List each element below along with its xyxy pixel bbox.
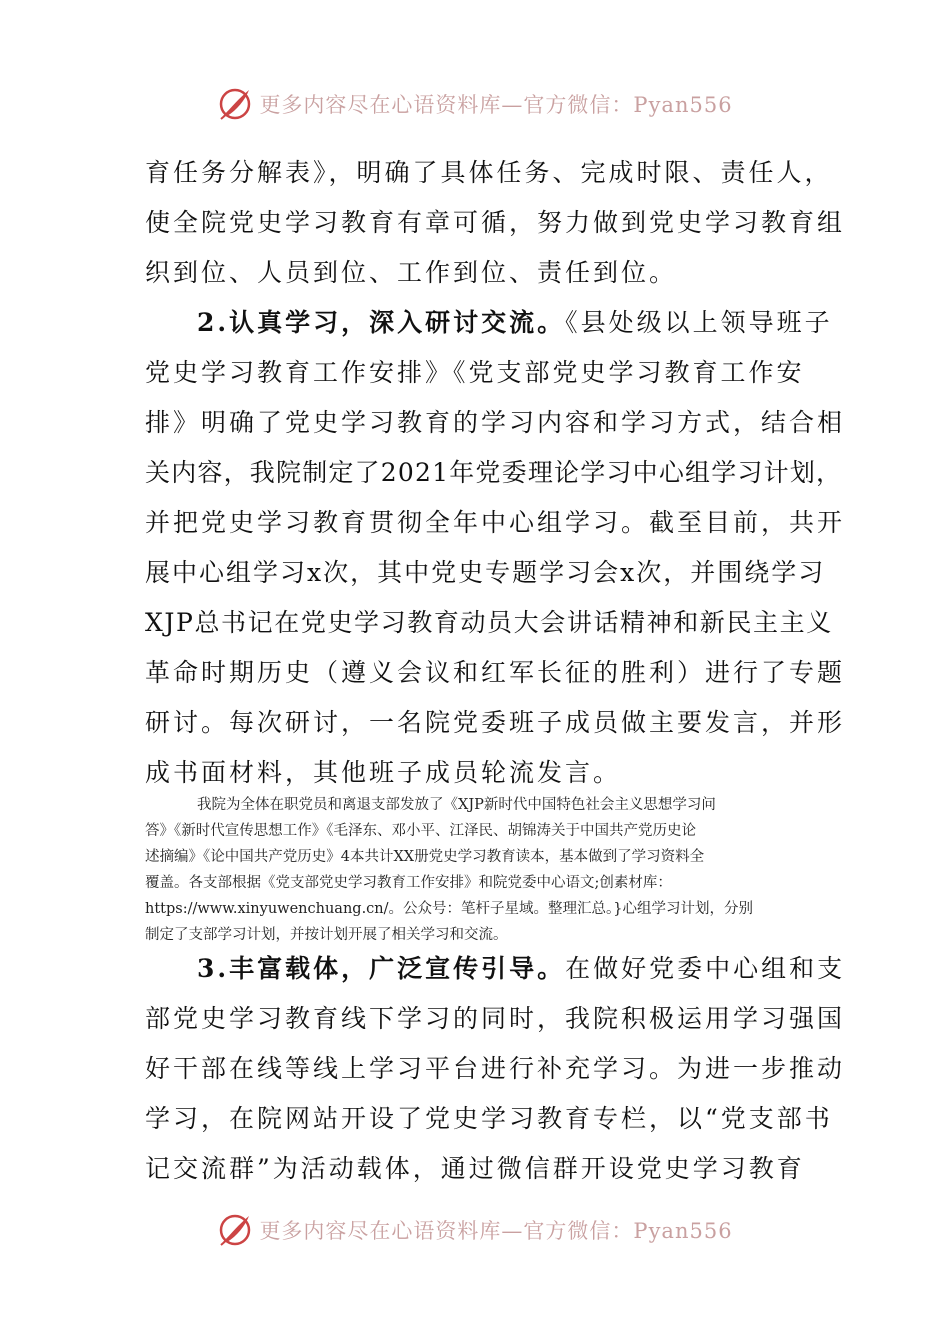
text-line: 育任务分解表》，明确了具体任务、完成时限、责任人， [145, 158, 833, 187]
small-print-block [145, 792, 825, 948]
small-text-line: 覆盖。各支部根据《党支部党史学习教育工作安排》和院党委中心语文;创素材库： [145, 875, 672, 891]
text-line: 好干部在线等线上学习平台进行补充学习。为进一步推动 [145, 1054, 846, 1083]
text-line: 成书面材料，其他班子成员轮流发言。 [145, 758, 622, 787]
section-heading-line [145, 298, 833, 348]
text-line: 革命时期历史（遵义会议和红军长征的胜利）进行了专题 [145, 658, 846, 687]
text-line: 排》明确了党史学习教育的学习内容和学习方式，结合相 [145, 408, 846, 437]
text-line: 党史学习教育工作安排》《党支部党史学习教育工作安 [145, 358, 805, 387]
quill-pen-logo-icon [217, 86, 253, 122]
text-line: 部党史学习教育线下学习的同时，我院积极运用学习强国 [145, 1004, 846, 1033]
small-text-line: 述摘编》《论中国共产党历史》4本共计XX册党史学习教育读本，基本做到了学习资料全 [145, 849, 705, 865]
watermark-text: 更多内容尽在心语资料库—官方微信：Pyan556 [259, 1219, 733, 1243]
heading-line-text: 在做好党委中心组和支 [565, 954, 846, 983]
watermark-header [0, 84, 950, 124]
small-text-line: 制定了支部学习计划，并按计划开展了相关学习和交流。 [145, 927, 508, 943]
text-line: 织到位、人员到位、工作到位、责任到位。 [145, 258, 678, 287]
text-line: 学习，在院网站开设了党史学习教育专栏，以“党支部书 [145, 1104, 833, 1133]
section-heading: 2.认真学习，深入研讨交流。 [197, 308, 566, 337]
text-line: 记交流群”为活动载体，通过微信群开设党史学习教育 [145, 1154, 805, 1183]
quill-pen-logo-icon [217, 1212, 253, 1248]
text-line: 关内容，我院制定了2021年党委理论学习中心组学习计划， [145, 458, 843, 487]
text-line: 并把党史学习教育贯彻全年中心组学习。截至目前，共开 [145, 508, 846, 537]
text-line: 研讨。每次研讨，一名院党委班子成员做主要发言，并形 [145, 708, 846, 737]
watermark-footer [0, 1210, 950, 1250]
paragraph-block-1 [145, 148, 846, 298]
small-text-line: 我院为全体在职党员和离退支部发放了《XJP新时代中国特色社会主义思想学习问 [197, 797, 716, 813]
watermark-text: 更多内容尽在心语资料库—官方微信：Pyan556 [259, 93, 733, 117]
paragraph-block-2 [145, 298, 846, 798]
small-text-line: https://www.xinyuwenchuang.cn/。公众号：笔杆子星域。整理汇总。}心组学习计划，分别 [145, 901, 753, 917]
small-text-line: 答》《新时代宣传思想工作》《毛泽东、邓小平、江泽民、胡锦涛关于中国共产党历史论 [145, 823, 696, 839]
text-line: 使全院党史学习教育有章可循，努力做到党史学习教育组 [145, 208, 846, 237]
paragraph-block-3 [145, 944, 846, 1194]
text-line: 展中心组学习x次，其中党史专题学习会x次，并围绕学习 [145, 558, 826, 587]
heading-line-text: 《县处级以上领导班子 [565, 308, 833, 337]
text-line: XJP总书记在党史学习教育动员大会讲话精神和新民主主义 [145, 608, 833, 637]
section-heading: 3.丰富载体，广泛宣传引导。 [197, 954, 566, 983]
section-heading-line [145, 944, 846, 994]
